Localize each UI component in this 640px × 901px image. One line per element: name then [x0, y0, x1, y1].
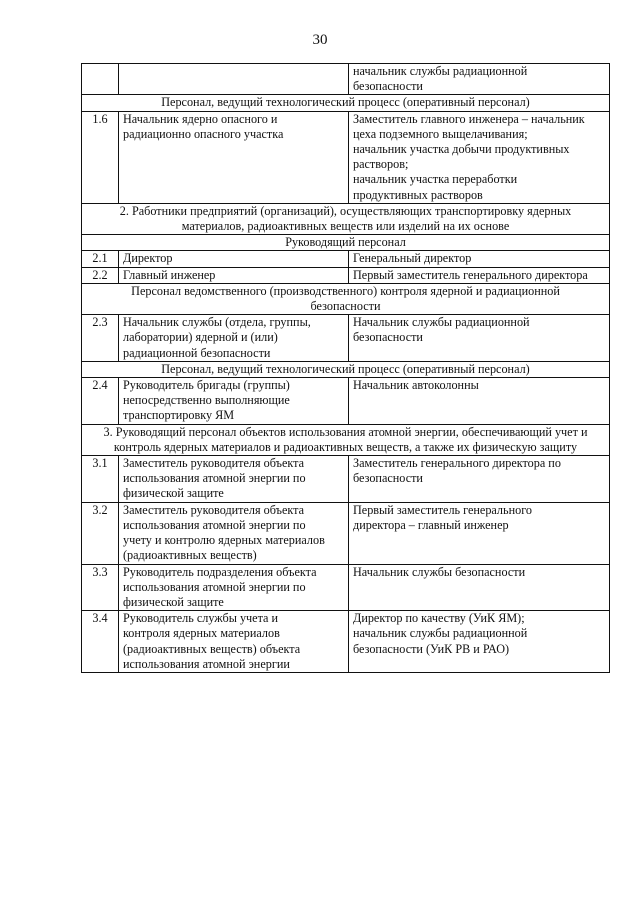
row-number: 2.1: [82, 251, 119, 267]
row-number: 2.3: [82, 315, 119, 362]
section-row: [82, 283, 610, 314]
section-row: [82, 235, 610, 251]
table-row: [82, 315, 610, 362]
row-number: 3.3: [82, 564, 119, 611]
row-number: 2.2: [82, 267, 119, 283]
counterpart-cell: Генеральный директор: [349, 251, 610, 267]
row-number: 3.2: [82, 502, 119, 564]
row-number: 1.6: [82, 111, 119, 203]
position-cell: Заместитель руководителя объекта использования атомной энергии по физической защите: [119, 456, 349, 503]
row-number: 3.4: [82, 611, 119, 673]
section-heading: Персонал, ведущий технологический процесс (оперативный персонал): [82, 95, 610, 111]
position-cell: Руководитель подразделения объекта использования атомной энергии по физической защите: [119, 564, 349, 611]
section-heading: Персонал ведомственного (производственного) контроля ядерной и радиационной безопасности: [82, 283, 610, 314]
counterpart-cell: Заместитель генерального директора по безопасности: [349, 456, 610, 503]
table-row: [82, 111, 610, 203]
table-row: [82, 267, 610, 283]
position-cell: Начальник ядерно опасного и радиационно опасного участка: [119, 111, 349, 203]
table-row: [82, 251, 610, 267]
section-heading: 2. Работники предприятий (организаций), осуществляющих транспортировку ядерных материалов, радиоактивных веществ или изделий на их основе: [82, 203, 610, 234]
section-row: [82, 203, 610, 234]
counterpart-cell: Заместитель главного инженера – начальник цеха подземного выщелачивания; начальник участка добычи продуктивных растворов; начальник участка переработки продуктивных растворов: [349, 111, 610, 203]
table-row: [82, 456, 610, 503]
counterpart-cell: Первый заместитель генерального директора: [349, 267, 610, 283]
position-cell: Директор: [119, 251, 349, 267]
position-cell: [119, 64, 349, 95]
position-cell: Руководитель службы учета и контроля ядерных материалов (радиоактивных веществ) объекта использования атомной энергии: [119, 611, 349, 673]
section-heading: Персонал, ведущий технологический процесс (оперативный персонал): [82, 361, 610, 377]
row-number: [82, 64, 119, 95]
table-row: [82, 564, 610, 611]
counterpart-cell: Начальник автоколонны: [349, 378, 610, 425]
position-cell: Руководитель бригады (группы) непосредственно выполняющие транспортировку ЯМ: [119, 378, 349, 425]
counterpart-cell: Первый заместитель генерального директора – главный инженер: [349, 502, 610, 564]
page-number: 30: [312, 32, 328, 48]
counterpart-cell: Директор по качеству (УиК ЯМ); начальник службы радиационной безопасности (УиК РВ и РАО): [349, 611, 610, 673]
section-row: [82, 361, 610, 377]
section-row: [82, 424, 610, 455]
counterpart-cell: Начальник службы безопасности: [349, 564, 610, 611]
table-row: [82, 502, 610, 564]
positions-table: [81, 63, 610, 673]
section-row: [82, 95, 610, 111]
row-number: 3.1: [82, 456, 119, 503]
table-row: [82, 611, 610, 673]
table-row: [82, 64, 610, 95]
section-heading: 3. Руководящий персонал объектов использования атомной энергии, обеспечивающий учет и контроль ядерных материалов и радиоактивных веществ, а также их физическую защиту: [82, 424, 610, 455]
counterpart-cell: начальник службы радиационной безопасности: [349, 64, 610, 95]
section-heading: Руководящий персонал: [82, 235, 610, 251]
position-cell: Главный инженер: [119, 267, 349, 283]
row-number: 2.4: [82, 378, 119, 425]
position-cell: Начальник службы (отдела, группы, лаборатории) ядерной и (или) радиационной безопасности: [119, 315, 349, 362]
position-cell: Заместитель руководителя объекта использования атомной энергии по учету и контролю ядерных материалов (радиоактивных веществ): [119, 502, 349, 564]
counterpart-cell: Начальник службы радиационной безопасности: [349, 315, 610, 362]
table-row: [82, 378, 610, 425]
